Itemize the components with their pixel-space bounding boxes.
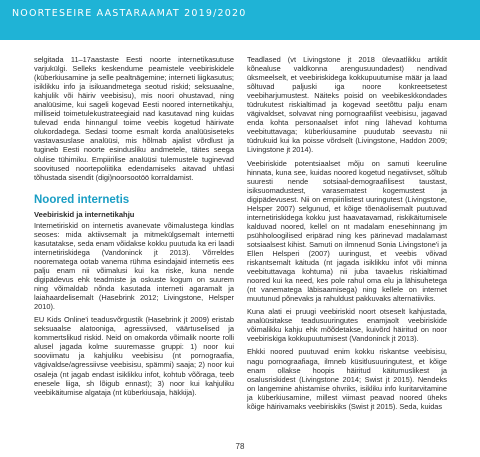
sub-heading: Veebiriskid ja internetikahju — [34, 209, 135, 219]
body-paragraph: Veebiriskide potentsiaalset mõju on samuti keeruline hinnata, kuna see, kuidas noored kogetud negatiivset, sõltub suuresti nende sotsiaal-demograafilisest taustast, isiksuomadustest, varasematest kogemustest ja digipädevusest. Nii on empiirilistest uuringutest (Livingstone, Helsper 2007) selgunud, et kõige tõenäolisemalt puutuvad internetiriskidega kokku just haavatavamad, riskikäitumisele kalduvad noored, kellel on nt madalam enesehinnang jm psühholoogilised eripärad ning kes pärinevad madalamast sotsiaalsest kihist. Samuti on ilmnenud Sonia Livingstone'i ja Ellen Helsperi (2007) uuringust, et veebis võivad riskantsemalt käituda (nt jagada isiklikku infot või minna veebituttavaga kohtuma) nii juba tavaelus riskialtimad noored kui ka need, kes pole rahul oma elu ja lähisuhetega (nt vanematega läbisaamisega) ning kellele on internet muutunud põnevaks ja rahuldust pakkuvaks alternatiiviks. — [247, 158, 447, 304]
body-paragraph: Internetiriskid on internetis avanevate võimalustega kindlas seoses: mida aktiivsemalt ja mitmekülgsemalt internetti kasutatakse, seda enam võidakse kokku puutuda ka eri laadi internetiriskidega (Vandoninck jt 2013). Võrreldes noorematega ootab vanema rühma esindajaid internetis ees palju enam nii võimalusi kui ka riske, kuna nende digipädevus ehk teadmiste ja oskuste kogum on suurem ning võimaldab nõnda kasutada interneti agaramalt ja laiahaardelisemalt (Hasebrink 2012; Livingstone, Helsper 2010). — [34, 220, 234, 312]
right-text-column — [247, 55, 447, 411]
body-paragraph: EU Kids Online'i teadusvõrgustik (Hasebrink jt 2009) eristab seksuaalse alatooniga, agressiivsed, väärtuselised ja kommertslikud riskid. Neid on omakorda võimalik noorte rolli alusel jagada kolme suuremasse gruppi: 1) noor kui sooviimatu ja kahjuliku veebisisu (nt pornograafia, vägivaldse/agressiivse veebisisu, spämmi) saaja; 2) noor kui osaleja (nt jagab endast isiklikku infot, kohtub võõraga, teeb enesele liiga, sh lõigub ennast); 3) noor kui kahjuliku veebikäitumise algataja (nt küberkiusaja, häkkija). — [34, 315, 234, 397]
body-paragraph: Kuna alati ei pruugi veebiriskid noort otseselt kahjustada, analüüsitakse teadusuuringutes enamjaolt veebiriskide võimalikku kahju ehk mõõdetakse, kuivõrd häiritud on noor veebiriskiga kokkupuutumisest (Vandoninck jt 2013). — [247, 307, 447, 344]
body-paragraph: Teadlased (vt Livingstone jt 2018 ülevaatlikku artiklit kõnealuse valdkonna arengusuundadest) nendivad üksmeelselt, et veebiriskidega kokkupuutumise määr ja laad sõltuvad paljuski iga noore konkreetsetest veebiharjumustest. Näiteks poisid on veebikeskkondades tüdrukutest riskialtimad ja kogevad seetõttu palju enam vägivaldset, solvavat ning pornograafilist veebisisu, jagavad enda kohta personaalset infot ning lähevad kohtuma veebituttavaga; küberkiusamine puudutab seevastu nii tüdrukuid kui ka poisse võrdselt (Livingstone, Haddon 2009; Livingstone jt 2014). — [247, 55, 447, 155]
section-heading: Noored internetis — [34, 193, 130, 206]
page-number: 78 — [235, 442, 245, 451]
intro-paragraph: selgitada 11–17aastaste Eesti noorte internetikasutuse varjukülgi. Selleks keskendume peamistele veebiriskidele (küberkiusamine ja selle pealtnägemine; interneti liigkasutus; isiklikku info ja isikuandmetega seotud riskid; seksuaalne, kahjulik või häiriv veebisisu), mis noori ohustavad, ning analüüsime, kui sageli kogevad Eesti noored internetikahju, milliseid toimetulekustrateegiaid nad kasutavad ning kuidas tulevad enda hinnangul toime veebis kogetud häirivate olukordadega. Sedasi toome esmalt korda analüüsiseteks vastavasuslase analüüsi, mis hõlmab ajalist võrdlust ja tugineb Eesti noorte esindusliku andmetele, täites seega olulise tühimiku. Empiirilise analüüsi tulemustele tuginevad soovitused noortepoliitika edendamiseks aitavad uhtlasi tõhustada sisendit (digi)noorsootöö korraldamist. — [34, 55, 234, 182]
page-header-band — [0, 0, 480, 40]
body-paragraph: Ehkki noored puutuvad enim kokku riskantse veebisisu, nagu pornograafiaga, ilmneb küsitlusuuringutest, et kõige enam ollakse hoopis häiritud käitumuslikest ja osalusriskidest (Livingstone 2014; Swist jt 2015). Nendeks on langemine ahistamise ohvriks, isikliku info kuritarvitamine ja küberkiusamine, millest viimast peavad noored üheks kõige häirivamaks veebiriskiks (Swist jt 2015). Seda, kuidas — [247, 347, 447, 411]
left-text-column — [34, 55, 234, 397]
running-header-title: NOORTESEIRE AASTARAAMAT 2019/2020 — [12, 8, 247, 19]
